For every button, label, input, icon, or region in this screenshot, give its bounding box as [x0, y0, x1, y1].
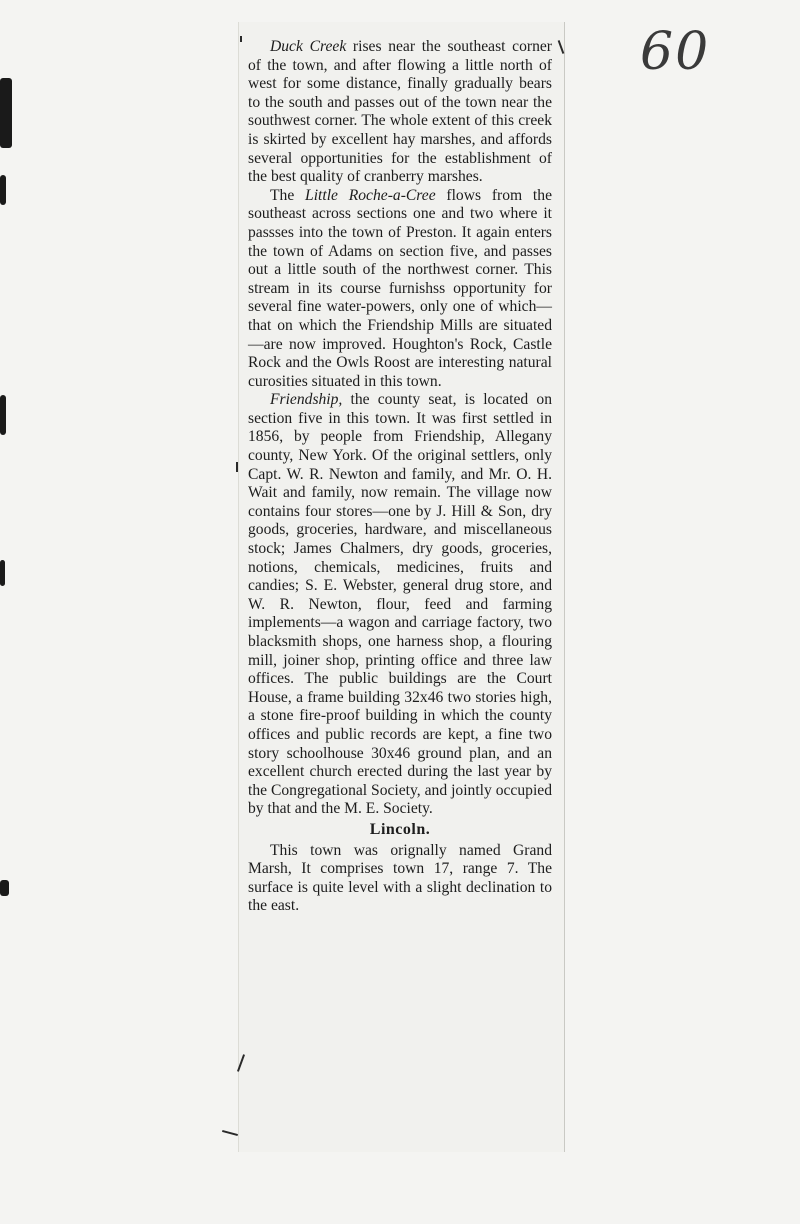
margin-mark [222, 1130, 238, 1136]
paragraph-duck-creek [248, 38, 552, 187]
paragraph-pre: The [270, 186, 306, 204]
paragraph-text: flows from the southeast across sections one and two where it passses into the town of Preston. It again enters the town of Adams on section five, and passes out a little south of the northwest corner. This stream in its course furnishss opportunity for several fine water-powers, only one of which—that on which the Friendship Mills are situated—are now improved. Houghton's Rock, Castle Rock and the Owls Roost are interesting natural curosities situated in this town. [248, 186, 552, 390]
paragraph-text: the county seat, is located on section five in this town. It was first settled in 1856, by people from Friendship, Allegany county, New York. Of the original settlers, only Capt. W. R. Newton and family, and Mr. O. H. Wait and family, now remain. The village now contains four stores—one by J. Hill & Son, dry goods, groceries, hardware, and miscellaneous stock; James Chalmers, dry goods, groceries, notions, chemicals, medicines, fruits and candies; S. E. Webster, general drug store, and W. R. Newton, flour, feed and farming implements—a wagon and carriage factory, two blacksmith shops, one harness shop, a flouring mill, joiner shop, printing office and three law offices. The public buildings are the Court House, a frame building 32x46 two stories high, a stone fire-proof building in which the county offices and public records are kept, a fine two story schoolhouse 30x46 ground plan, and an excellent church erected during the last year by the Congregational Society, and jointly occupied by that and the M. E. Society. [248, 391, 552, 818]
binding-mark [0, 175, 6, 205]
section-heading-lincoln: Lincoln. [369, 820, 431, 838]
paragraph-lead: Little Roche-a-Cree [305, 186, 436, 204]
paragraph-text: rises near the southeast corner of the town, and after flowing a little north of west for some distance, finally gradually bears to the south and passes out of the town near the southwest corner. The whole extent of this creek is skirted by excellent hay marshes, and affords several opportunities for the establishment of the best quality of cranberry marshes. [248, 38, 552, 186]
paragraph-lead: Friendship, [270, 391, 343, 409]
paragraph-little-roche-a-cree [248, 187, 552, 392]
paragraph-lincoln [248, 842, 552, 916]
binding-mark [0, 395, 6, 435]
binding-mark [0, 880, 9, 896]
margin-mark [240, 36, 242, 42]
handwritten-page-number: 60 [640, 22, 711, 82]
article-column [248, 38, 552, 916]
paragraph-lead: Duck Creek [270, 38, 347, 55]
margin-mark [236, 462, 238, 472]
binding-mark [0, 78, 12, 148]
paragraph-text: This town was orignally named Grand Marsh, It comprises town 17, range 7. The surface is quite level with a slight declination to the east. [248, 841, 552, 915]
paragraph-friendship [248, 391, 552, 819]
binding-mark [0, 560, 5, 586]
